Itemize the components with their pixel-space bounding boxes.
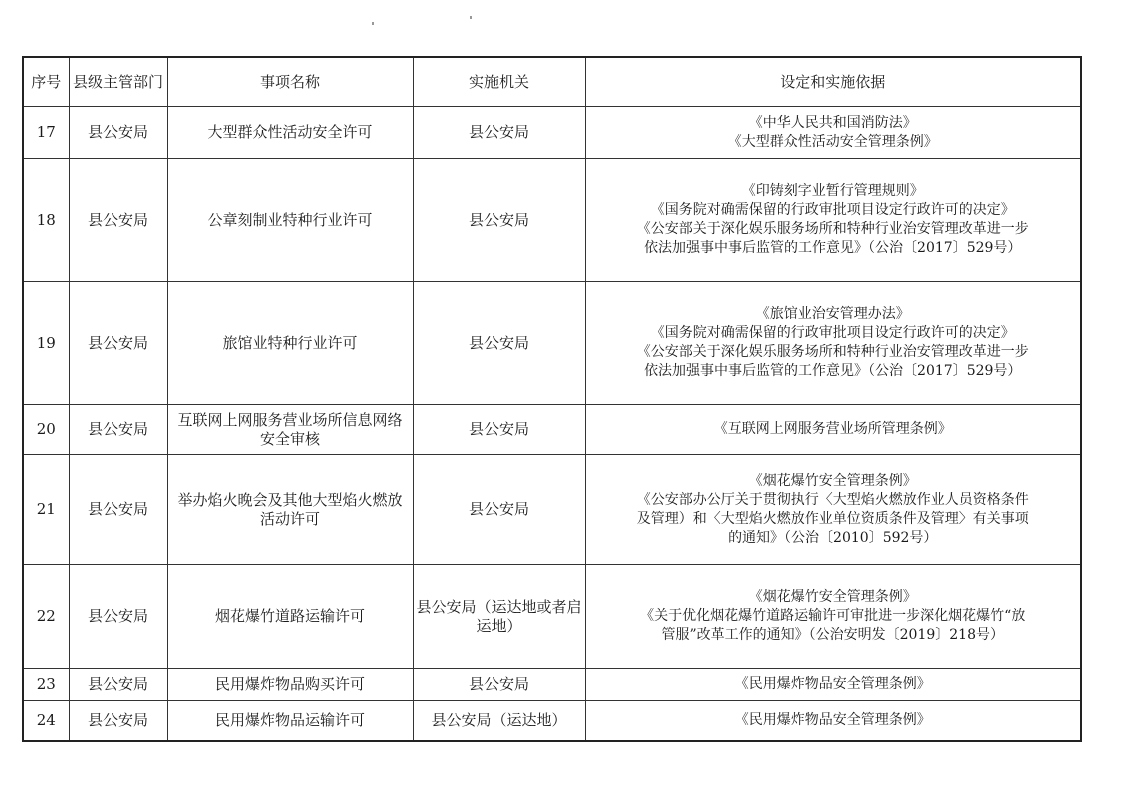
row-agency: 县公安局 bbox=[413, 282, 585, 405]
basis-line: 《国务院对确需保留的行政审批项目设定行政许可的决定》 bbox=[650, 202, 1015, 218]
row-basis bbox=[585, 455, 1081, 565]
table-row bbox=[23, 455, 1081, 565]
row-basis bbox=[585, 159, 1081, 282]
row-agency: 县公安局（运达地） bbox=[413, 701, 585, 741]
row-basis bbox=[585, 565, 1081, 669]
row-item-name: 大型群众性活动安全许可 bbox=[167, 107, 413, 159]
row-serial-no: 22 bbox=[23, 565, 69, 669]
row-item-name: 公章刻制业特种行业许可 bbox=[167, 159, 413, 282]
row-basis bbox=[585, 669, 1081, 701]
row-serial-no: 19 bbox=[23, 282, 69, 405]
basis-line: 《印铸刻字业暂行管理规则》 bbox=[741, 183, 924, 199]
basis-line: 《公安部关于深化娱乐服务场所和特种行业治安管理改革进一步 bbox=[636, 221, 1029, 237]
scan-speck bbox=[470, 16, 472, 19]
row-agency: 县公安局（运达地或者启运地） bbox=[413, 565, 585, 669]
row-serial-no: 17 bbox=[23, 107, 69, 159]
header-department: 县级主管部门 bbox=[69, 57, 167, 107]
row-item-name: 互联网上网服务营业场所信息网络安全审核 bbox=[167, 405, 413, 455]
row-basis bbox=[585, 701, 1081, 741]
row-department: 县公安局 bbox=[69, 669, 167, 701]
row-serial-no: 21 bbox=[23, 455, 69, 565]
basis-line: 《烟花爆竹安全管理条例》 bbox=[748, 589, 917, 605]
table-row bbox=[23, 701, 1081, 741]
row-basis bbox=[585, 405, 1081, 455]
row-item-name: 举办焰火晚会及其他大型焰火燃放活动许可 bbox=[167, 455, 413, 565]
row-agency: 县公安局 bbox=[413, 107, 585, 159]
basis-line: 《国务院对确需保留的行政审批项目设定行政许可的决定》 bbox=[650, 325, 1015, 341]
header-serial-no: 序号 bbox=[23, 57, 69, 107]
header-item-name: 事项名称 bbox=[167, 57, 413, 107]
header-basis: 设定和实施依据 bbox=[585, 57, 1081, 107]
basis-line: 《民用爆炸物品安全管理条例》 bbox=[734, 711, 931, 728]
basis-line: 《中华人民共和国消防法》 bbox=[748, 114, 917, 131]
row-department: 县公安局 bbox=[69, 159, 167, 282]
row-basis bbox=[585, 107, 1081, 159]
row-agency: 县公安局 bbox=[413, 455, 585, 565]
permit-table bbox=[22, 56, 1082, 742]
row-serial-no: 18 bbox=[23, 159, 69, 282]
row-department: 县公安局 bbox=[69, 405, 167, 455]
scan-speck bbox=[372, 22, 374, 25]
row-item-name: 旅馆业特种行业许可 bbox=[167, 282, 413, 405]
row-department: 县公安局 bbox=[69, 701, 167, 741]
row-serial-no: 20 bbox=[23, 405, 69, 455]
table-row bbox=[23, 282, 1081, 405]
row-serial-no: 24 bbox=[23, 701, 69, 741]
table-row bbox=[23, 405, 1081, 455]
row-agency: 县公安局 bbox=[413, 669, 585, 701]
table-row bbox=[23, 669, 1081, 701]
header-agency: 实施机关 bbox=[413, 57, 585, 107]
row-item-name: 民用爆炸物品运输许可 bbox=[167, 701, 413, 741]
basis-line: 《民用爆炸物品安全管理条例》 bbox=[734, 676, 931, 692]
basis-line: 依法加强事中事后监管的工作意见》（公治〔2017〕529号） bbox=[644, 240, 1022, 256]
basis-line: 管服”改革工作的通知》（公治安明发〔2019〕218号） bbox=[661, 627, 1004, 643]
basis-line: 《公安部关于深化娱乐服务场所和特种行业治安管理改革进一步 bbox=[636, 344, 1029, 360]
basis-line: 《大型群众性活动安全管理条例》 bbox=[727, 133, 938, 150]
table-row bbox=[23, 565, 1081, 669]
basis-line: 《互联网上网服务营业场所管理条例》 bbox=[713, 421, 952, 437]
basis-line: 依法加强事中事后监管的工作意见》（公治〔2017〕529号） bbox=[644, 363, 1022, 379]
row-department: 县公安局 bbox=[69, 455, 167, 565]
basis-line: 及管理）和〈大型焰火燃放作业单位资质条件及管理〉有关事项 bbox=[636, 510, 1029, 527]
basis-line: 《关于优化烟花爆竹道路运输许可审批进一步深化烟花爆竹“放 bbox=[640, 608, 1026, 624]
table-row bbox=[23, 159, 1081, 282]
basis-line: 《旅馆业治安管理办法》 bbox=[755, 306, 910, 322]
row-basis bbox=[585, 282, 1081, 405]
row-item-name: 烟花爆竹道路运输许可 bbox=[167, 565, 413, 669]
row-department: 县公安局 bbox=[69, 565, 167, 669]
row-department: 县公安局 bbox=[69, 107, 167, 159]
basis-line: 《烟花爆竹安全管理条例》 bbox=[748, 472, 917, 489]
basis-line: 的通知》（公治〔2010〕592号） bbox=[728, 529, 938, 546]
row-item-name: 民用爆炸物品购买许可 bbox=[167, 669, 413, 701]
row-agency: 县公安局 bbox=[413, 405, 585, 455]
table-header-row bbox=[23, 57, 1081, 107]
row-department: 县公安局 bbox=[69, 282, 167, 405]
basis-line: 《公安部办公厅关于贯彻执行〈大型焰火燃放作业人员资格条件 bbox=[636, 491, 1029, 508]
permit-table-container bbox=[22, 56, 1080, 742]
row-agency: 县公安局 bbox=[413, 159, 585, 282]
row-serial-no: 23 bbox=[23, 669, 69, 701]
table-row bbox=[23, 107, 1081, 159]
